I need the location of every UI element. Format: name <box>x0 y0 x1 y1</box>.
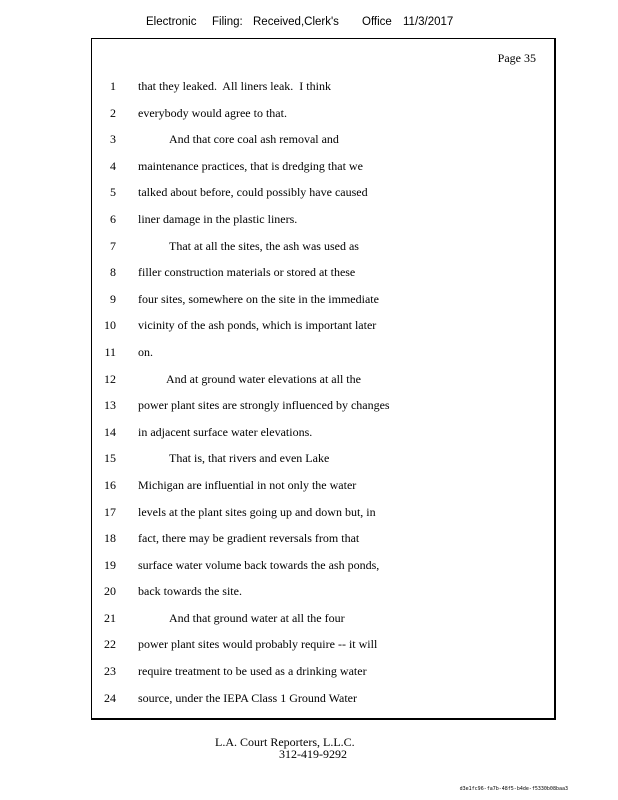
transcript-line: that they leaked. All liners leak. I think <box>138 79 331 93</box>
filing-stamp-electronic: Electronic <box>146 16 197 28</box>
line-number: 17 <box>104 504 116 519</box>
line-number: 5 <box>110 185 116 200</box>
transcript-text-column <box>138 80 548 718</box>
transcript-line: four sites, somewhere on the site in the immediate <box>138 291 379 306</box>
filing-stamp-office: Office <box>362 16 392 28</box>
line-number: 4 <box>110 158 116 173</box>
line-number: 14 <box>104 424 116 439</box>
line-number: 2 <box>110 105 116 120</box>
page-number: Page 35 <box>497 51 536 65</box>
transcript-line: Michigan are influential in not only the water <box>138 477 357 492</box>
transcript-line: surface water volume back towards the ash ponds, <box>138 557 380 572</box>
transcript-line: power plant sites would probably require -- it will <box>138 637 378 652</box>
line-number: 24 <box>104 690 116 705</box>
transcript-line: power plant sites are strongly influenced by changes <box>138 398 390 413</box>
filing-stamp-received: Received,Clerk's <box>253 16 339 28</box>
line-number: 1 <box>110 79 116 93</box>
line-number-column <box>96 80 116 718</box>
transcript-line: on. <box>138 344 153 359</box>
line-number: 16 <box>104 477 116 492</box>
transcript-line: require treatment to be used as a drinking water <box>138 664 367 679</box>
line-number: 15 <box>104 451 116 466</box>
filing-stamp-date: 11/3/2017 <box>403 16 454 28</box>
transcript-line: filler construction materials or stored at these <box>138 265 356 280</box>
transcript-line: maintenance practices, that is dredging that we <box>138 158 363 173</box>
line-number: 7 <box>110 238 116 253</box>
line-number: 21 <box>104 610 116 625</box>
line-number: 10 <box>104 318 116 333</box>
line-number: 18 <box>104 531 116 546</box>
line-number: 3 <box>110 132 116 147</box>
line-number: 8 <box>110 265 116 280</box>
line-number: 12 <box>104 371 116 386</box>
transcript-line: talked about before, could possibly have caused <box>138 185 368 200</box>
line-number: 6 <box>110 211 116 226</box>
line-number: 19 <box>104 557 116 572</box>
transcript-line: source, under the IEPA Class 1 Ground Water <box>138 690 357 705</box>
line-number: 22 <box>104 637 116 652</box>
transcript-line: vicinity of the ash ponds, which is important later <box>138 318 377 333</box>
transcript-line: liner damage in the plastic liners. <box>138 211 298 226</box>
transcript-line: That is, that rivers and even Lake <box>169 451 330 466</box>
transcript-line: And that ground water at all the four <box>169 610 345 625</box>
line-number: 9 <box>110 291 116 306</box>
line-number: 13 <box>104 398 116 413</box>
transcript-line: everybody would agree to that. <box>138 105 287 120</box>
line-number: 20 <box>104 584 116 599</box>
transcript-line: That at all the sites, the ash was used as <box>169 238 359 253</box>
line-number: 23 <box>104 664 116 679</box>
filing-stamp-filing: Filing: <box>212 16 243 28</box>
transcript-line: And that core coal ash removal and <box>169 132 339 147</box>
reporter-phone: 312-419-9292 <box>279 747 347 761</box>
line-number: 11 <box>104 344 116 359</box>
transcript-line: in adjacent surface water elevations. <box>138 424 313 439</box>
transcript-line: And at ground water elevations at all the <box>166 371 361 386</box>
transcript-line: fact, there may be gradient reversals from that <box>138 531 360 546</box>
transcript-line: levels at the plant sites going up and down but, in <box>138 504 376 519</box>
reporter-name: L.A. Court Reporters, L.L.C. <box>215 735 355 749</box>
transcript-line: back towards the site. <box>138 584 242 599</box>
document-id: d3e1fc96-fa7b-48f5-b4de-f5330b08baa3 <box>459 786 568 792</box>
